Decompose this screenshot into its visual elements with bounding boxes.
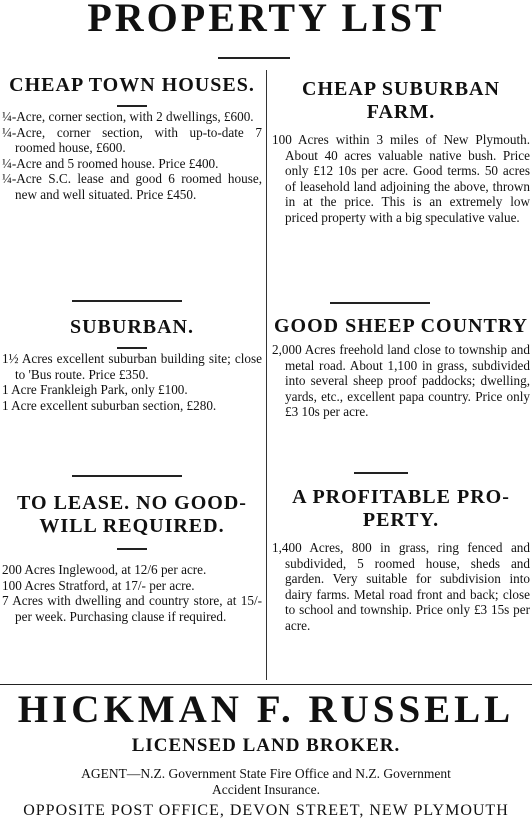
page-title: PROPERTY LIST	[87, 0, 445, 40]
listing-item: ¼-Acre, corner section, with up-to-date 7 roomed house, £600.	[2, 124, 262, 156]
sheep-heading: GOOD SHEEP COUNTRY	[274, 315, 528, 337]
divider	[117, 105, 147, 107]
listing-item: ¼-Acre and 5 roomed house. Price £400.	[2, 155, 219, 171]
divider	[117, 548, 147, 550]
listing-item: 1½ Acres excellent suburban building site; close to 'Bus route. Price £350.	[2, 351, 262, 382]
listing-item: 1 Acre Frankleigh Park, only £100.	[2, 382, 188, 398]
section-divider	[72, 475, 182, 477]
farm-heading-line1: CHEAP SUBURBAN	[302, 78, 500, 100]
listing-item: ¼-Acre, corner section, with 2 dwellings, £600.	[2, 109, 254, 124]
broker-role: LICENSED LAND BROKER.	[131, 735, 401, 756]
left-column-lease	[2, 492, 262, 624]
section-divider	[330, 302, 430, 304]
section-divider	[72, 300, 182, 302]
listing-item: 7 Acres with dwelling and country store, at 15/- per week. Purchasing clause if required.	[2, 593, 262, 624]
right-column	[272, 78, 530, 226]
left-column-suburban	[2, 316, 262, 413]
broker-name: HICKMAN F. RUSSELL	[17, 688, 515, 731]
agent-line-1: AGENT—N.Z. Government State Fire Office and N.Z. Government	[81, 766, 451, 781]
right-column-profitable	[272, 486, 530, 634]
column-divider	[266, 70, 267, 680]
title-divider	[218, 57, 290, 59]
broker-address: OPPOSITE POST OFFICE, DEVON STREET, NEW PLYMOUTH	[23, 802, 509, 819]
listing-item: ¼-Acre S.C. lease and good 6 roomed house, new and well situated. Price £450.	[2, 171, 262, 202]
profitable-heading-line2: PERTY.	[362, 509, 440, 531]
suburban-heading: SUBURBAN.	[69, 316, 195, 338]
left-column	[2, 74, 262, 203]
town-houses-heading: CHEAP TOWN HOUSES.	[9, 74, 255, 96]
section-divider	[354, 472, 408, 474]
lease-heading-line1: TO LEASE. NO GOOD-	[17, 492, 247, 514]
lease-heading-line2: WILL REQUIRED.	[39, 515, 225, 537]
listing-item: 100 Acres Stratford, at 17/- per acre.	[2, 577, 195, 593]
farm-heading-line2: FARM.	[366, 101, 436, 123]
listing-text: 2,000 Acres freehold land close to township and metal road. About 1,100 in grass, subdivided into several sheep proof paddocks; dwelling, yards, etc., excellent papa country. Price only £3 10s per acre.	[272, 342, 530, 420]
listing-item: 200 Acres Inglewood, at 12/6 per acre.	[2, 562, 207, 577]
listing-item: 1 Acre excellent suburban section, £280.	[2, 397, 217, 413]
footer-divider	[0, 684, 532, 685]
listing-text: 1,400 Acres, 800 in grass, ring fenced and subdivided, 5 roomed house, sheds and garden. Very suitable for subdivision into dairy farms. Metal road front and back; close to school and township. Price only £3 15s per acre.	[272, 540, 530, 633]
right-column-sheep	[272, 315, 530, 420]
divider	[117, 347, 147, 349]
listing-text: 100 Acres within 3 miles of New Plymouth. About 40 acres valuable native bush. Price only £12 10s per acre. Good terms. 50 acres of leasehold land adjoining the above, thrown in at the price. This is an extremely low priced property with a big speculative value.	[272, 132, 530, 225]
profitable-heading-line1: A PROFITABLE PRO-	[292, 486, 510, 508]
agent-line-2: Accident Insurance.	[212, 782, 320, 797]
